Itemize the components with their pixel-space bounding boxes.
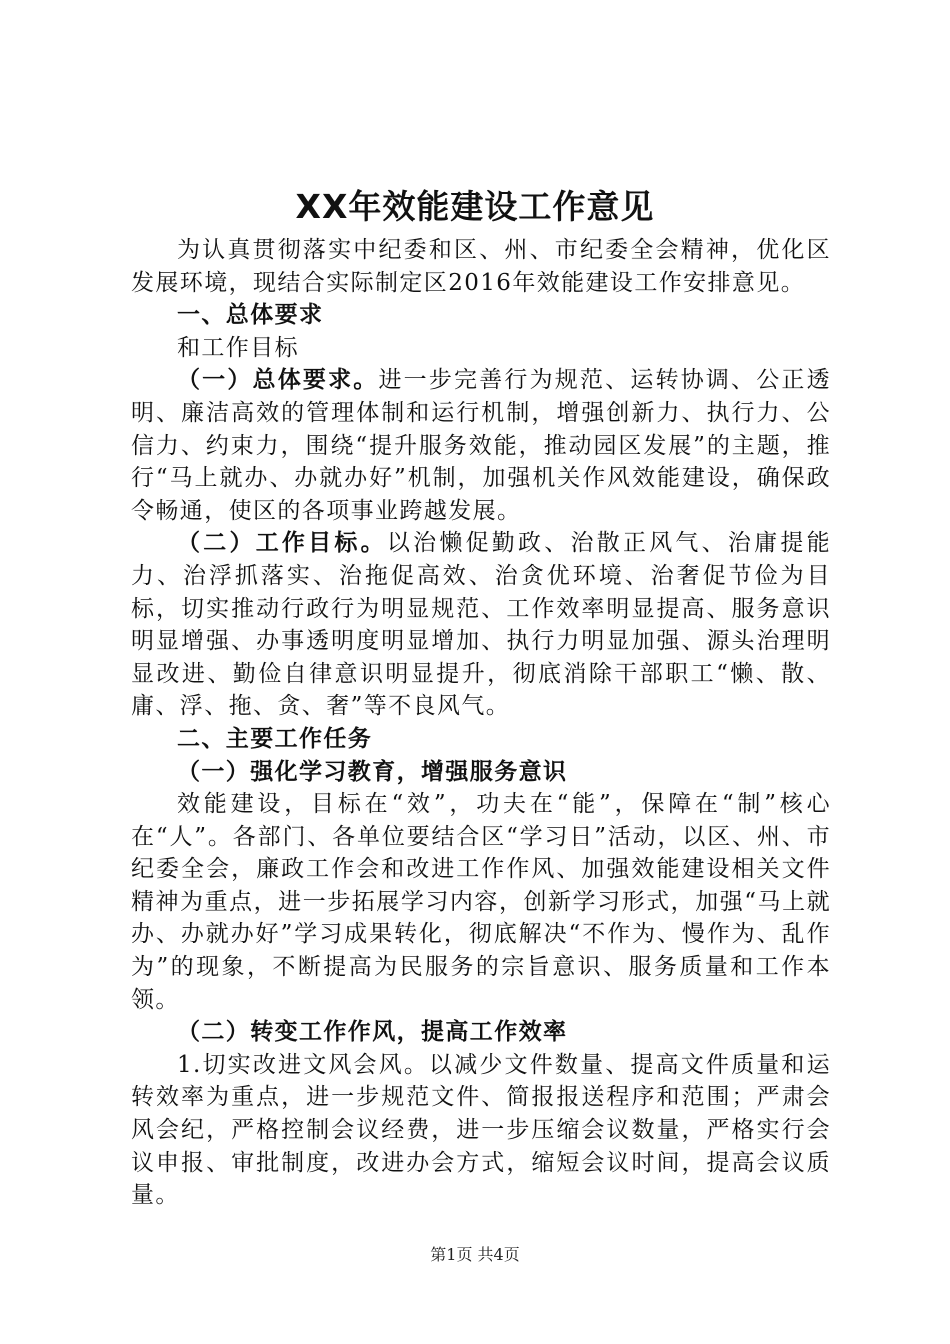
overall-requirements-text: 进一步完善行为规范、运转协调、公正透明、廉洁高效的管理体制和运行机制，增强创新力、执行力、公信力、约束力，围绕“提升服务效能，推动园区发展”的主题，推行“马上就办、办就办好”机制，加强机关作风效能建设，确保政令畅通，使区的各项事业跨越发展。 — [131, 367, 832, 524]
section-1-heading: 一、总体要求 — [177, 302, 324, 329]
work-goals-paragraph — [131, 527, 831, 723]
document-body — [131, 234, 831, 1212]
work-goals-text: 以治懒促勤政、治散正风气、治庸提能力、治浮抓落实、治拖促高效、治贪优环境、治奢促节俭为目标，切实推动行政行为明显规范、工作效率明显提高、服务意识明显增强、办事透明度明显增加、执行力明显加强、源头治理明显改进、勤俭自律意识明显提升，彻底消除干部职工“懒、散、庸、浮、拖、贪、奢”等不良风气。 — [131, 530, 831, 720]
section-2-heading: 二、主要工作任务 — [177, 725, 373, 752]
subsection-2-heading: （二）转变工作作风，提高工作效率 — [177, 1019, 568, 1046]
subsection-1-heading: （一）强化学习教育，增强服务意识 — [177, 758, 568, 785]
subsection-1-paragraph: 效能建设，目标在“效”，功夫在“能”，保障在“制”核心在“人”。各部门、各单位要结合区“学习日”活动，以区、州、市纪委全会，廉政工作会和改进工作作风、加强效能建设相关文件精神为重点，进一步拓展学习内容，创新学习形式，加强“马上就办、办就办好”学习成果转化，彻底解决“不作为、慢作为、乱作为”的现象，不断提高为民服务的宗旨意识、服务质量和工作本领。 — [131, 791, 831, 1013]
item-1-paragraph: 1.切实改进文风会风。以减少文件数量、提高文件质量和运转效率为重点，进一步规范文件、简报报送程序和范围；严肃会风会纪，严格控制会议经费，进一步压缩会议数量，严格实行会议申报、审批制度，改进办会方式，缩短会议时间，提高会议质量。 — [131, 1051, 831, 1209]
page-footer: 第1页 共4页 — [430, 1245, 520, 1264]
section-1-subtitle: 和工作目标 — [177, 334, 299, 361]
overall-requirements-paragraph — [131, 364, 831, 527]
work-goals-lead: （二）工作目标。 — [177, 530, 387, 557]
intro-paragraph: 为认真贯彻落实中纪委和区、州、市纪委全会精神，优化区发展环境，现结合实际制定区2016年效能建设工作安排意见。 — [131, 237, 831, 296]
document-title: XX年效能建设工作意见 — [295, 187, 655, 226]
overall-requirements-lead: （一）总体要求。 — [177, 367, 379, 394]
